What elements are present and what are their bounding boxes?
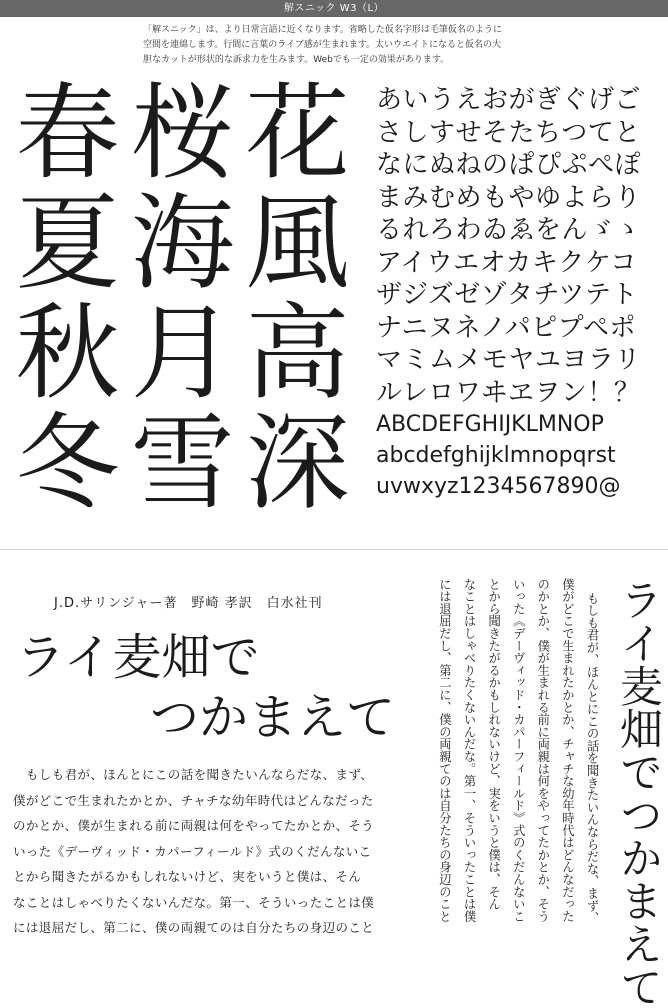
description-line: 「解スニック」は、より日常言語に近くなります。省略した仮名字形は毛筆仮名のように (143, 25, 502, 35)
kana-line: あいうえおがぎぐげご (376, 85, 642, 115)
body-line: 僕がどこで生まれたかとか、チャチな幼年時代はどんなだった (13, 792, 374, 808)
body-line: とから聞きたがるかもしれないけど、実をいうと僕は、そん (13, 869, 362, 884)
body-line: いった《デーヴィッド・カパーフィールド》式のくだんないこ (13, 843, 372, 859)
section-divider (0, 549, 668, 550)
body-line: のかとか、僕が生まれる前に両親は何をやってたかとか、そう (13, 818, 375, 833)
kanji-glyph: 秋 (15, 292, 120, 414)
kanji-glyph: 冬 (15, 402, 120, 524)
glyph-specimen (376, 84, 661, 502)
kana-line: ザジズゼゾタチツテト (376, 280, 638, 310)
kana-line: るれろわゐゑをんゞゝ (376, 215, 642, 245)
kanji-glyph: 春 (15, 72, 120, 194)
vertical-body-column: のかとか、僕が生まれる前に両親は何をやってたかとか、そう (535, 578, 550, 923)
kana-line: ルレロワヰヱヲン！？ (376, 377, 641, 408)
kanji-glyph: 高 (245, 292, 350, 414)
kanji-glyph: 風 (245, 182, 350, 304)
kana-line: なにぬねのぱぴぷぺぽ (376, 150, 642, 180)
vertical-sample (428, 578, 664, 1008)
page-title: 解スニック W3（L） (283, 3, 385, 14)
body-line: には退屈だし、第二に、僕の両親てのは自分たちの身辺のこと (13, 920, 375, 935)
kanji-glyph: 深 (245, 402, 350, 524)
latin-line: ABCDEFGHIJKLMNOP (376, 412, 604, 437)
description-line: 空間を連綿します。行間に言葉のライブ感が生まれます。太いウエイトになると仮名の大 (143, 40, 502, 50)
vertical-body-column: なことはしゃべりたくないんだな。第一、そういったことは僕 (462, 578, 477, 923)
kanji-glyph: 雪 (130, 402, 235, 524)
kanji-glyph: 月 (130, 292, 235, 414)
page-title-bar (0, 0, 668, 17)
body-line: もしも君が、ほんとにこの話を聞きたいんならだな、まず、 (13, 767, 374, 782)
kanji-glyph: 海 (130, 182, 235, 304)
kanji-glyph: 花 (245, 72, 350, 194)
book-credit: J.D.サリンジャー著 野崎 孝訳 白水社刊 (54, 596, 323, 611)
vertical-body-column: には退屈だし、第二に、僕の両親てのは自分たちの身辺のこと (437, 578, 452, 923)
kanji-glyph: 夏 (15, 182, 120, 304)
kana-line: アイウエオカキクケコ (376, 247, 637, 278)
vertical-body-column: 僕がどこで生まれたかとか、チャチな幼年時代はどんなだった (560, 578, 575, 923)
vertical-body-column: とから聞きたがるかもしれないけど、実をいうと僕は、そん (486, 578, 501, 911)
description-line: 胆なカットが形状的な訴求力を生みます。Webでも一定の効果があります。 (143, 55, 450, 65)
kanji-specimen-grid (10, 72, 355, 524)
vertical-body-column: いった《デーヴィッド・カパーフィールド》式のくだんないこ (511, 578, 526, 923)
latin-line: uvwxyz1234567890@ (376, 474, 621, 499)
kana-line: さしすせそたちつてと (376, 117, 641, 148)
kana-line: ナニヌネノパピプペポ (376, 312, 637, 343)
book-title-line-2: つかまえて (150, 689, 396, 746)
vertical-body-column: もしも君が、ほんとにこの話を聞きたいんならだな、まず、 (585, 592, 599, 925)
kanji-glyph: 桜 (130, 72, 235, 194)
horizontal-body-text (13, 762, 385, 941)
vertical-book-title: ライ麦畑でつかまえて (613, 578, 663, 1008)
book-title-line-1: ライ麦畑で (16, 629, 260, 686)
kana-line: まみむめもやゆよらり (376, 182, 642, 213)
font-description (143, 23, 563, 68)
kana-line: マミムメモヤユヨラリ (376, 345, 642, 375)
latin-line: abcdefghijklmnopqrst (376, 443, 616, 468)
body-line: なことはしゃべりたくないんだな。第一、そういったことは僕 (13, 894, 375, 910)
